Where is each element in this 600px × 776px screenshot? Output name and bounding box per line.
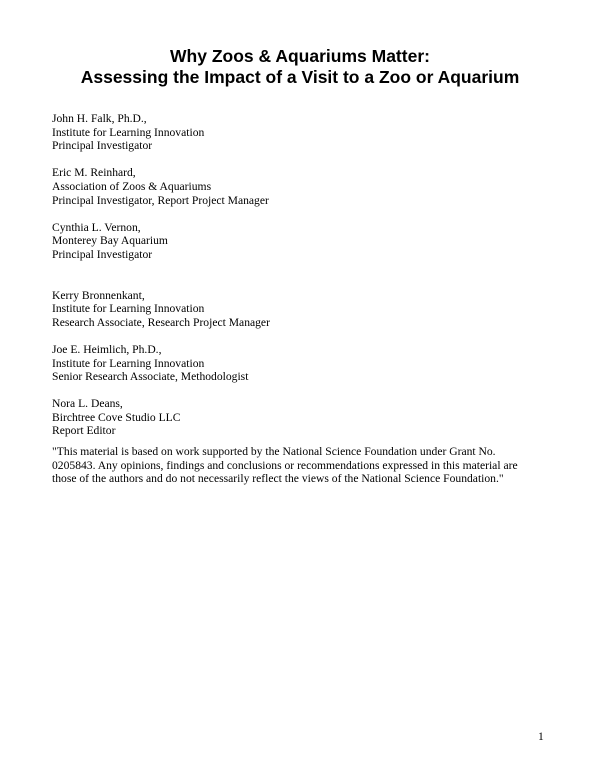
contributor-name: Joe E. Heimlich, Ph.D., bbox=[52, 342, 162, 356]
disclaimer-line: those of the authors and do not necessarily reflect the views of the National Science Foundation." bbox=[52, 472, 504, 486]
contributor-block bbox=[52, 221, 552, 262]
contributor-block bbox=[52, 343, 552, 384]
title-line-1: Why Zoos & Aquariums Matter: bbox=[170, 46, 430, 66]
contributor-role: Principal Investigator, Report Project Manager bbox=[52, 193, 269, 207]
disclaimer-line: 0205843. Any opinions, findings and conclusions or recommendations expressed in this material are bbox=[52, 458, 518, 472]
contributor-affiliation: Institute for Learning Innovation bbox=[52, 356, 205, 370]
contributor-role: Senior Research Associate, Methodologist bbox=[52, 370, 249, 384]
contributor-name: Eric M. Reinhard, bbox=[52, 166, 136, 180]
contributor-role: Research Associate, Research Project Manager bbox=[52, 315, 270, 329]
disclaimer-line: "This material is based on work supported by the National Science Foundation under Grant No. bbox=[52, 445, 496, 458]
contributor-block bbox=[52, 166, 552, 207]
contributor-name: Cynthia L. Vernon, bbox=[52, 220, 141, 234]
contributor-block bbox=[52, 112, 552, 153]
contributor-affiliation: Monterey Bay Aquarium bbox=[52, 234, 168, 248]
contributor-block bbox=[52, 397, 552, 438]
contributor-role: Principal Investigator bbox=[52, 247, 153, 261]
page-number: 1 bbox=[538, 730, 544, 743]
contributor-name: Nora L. Deans, bbox=[52, 397, 123, 411]
contributor-name: John H. Falk, Ph.D., bbox=[52, 112, 147, 125]
nsf-disclaimer bbox=[52, 445, 552, 486]
contributor-block bbox=[52, 289, 552, 330]
contributor-name: Kerry Bronnenkant, bbox=[52, 288, 145, 302]
contributor-affiliation: Association of Zoos & Aquariums bbox=[52, 179, 212, 193]
contributor-role: Principal Investigator bbox=[52, 139, 153, 153]
contributor-affiliation: Institute for Learning Innovation bbox=[52, 302, 205, 316]
title-line-2: Assessing the Impact of a Visit to a Zoo or Aquarium bbox=[80, 67, 520, 87]
contributor-affiliation: Institute for Learning Innovation bbox=[52, 125, 205, 139]
contributor-role: Report Editor bbox=[52, 424, 116, 438]
contributor-list bbox=[52, 112, 552, 438]
document-title bbox=[0, 46, 600, 88]
contributor-affiliation: Birchtree Cove Studio LLC bbox=[52, 410, 181, 424]
